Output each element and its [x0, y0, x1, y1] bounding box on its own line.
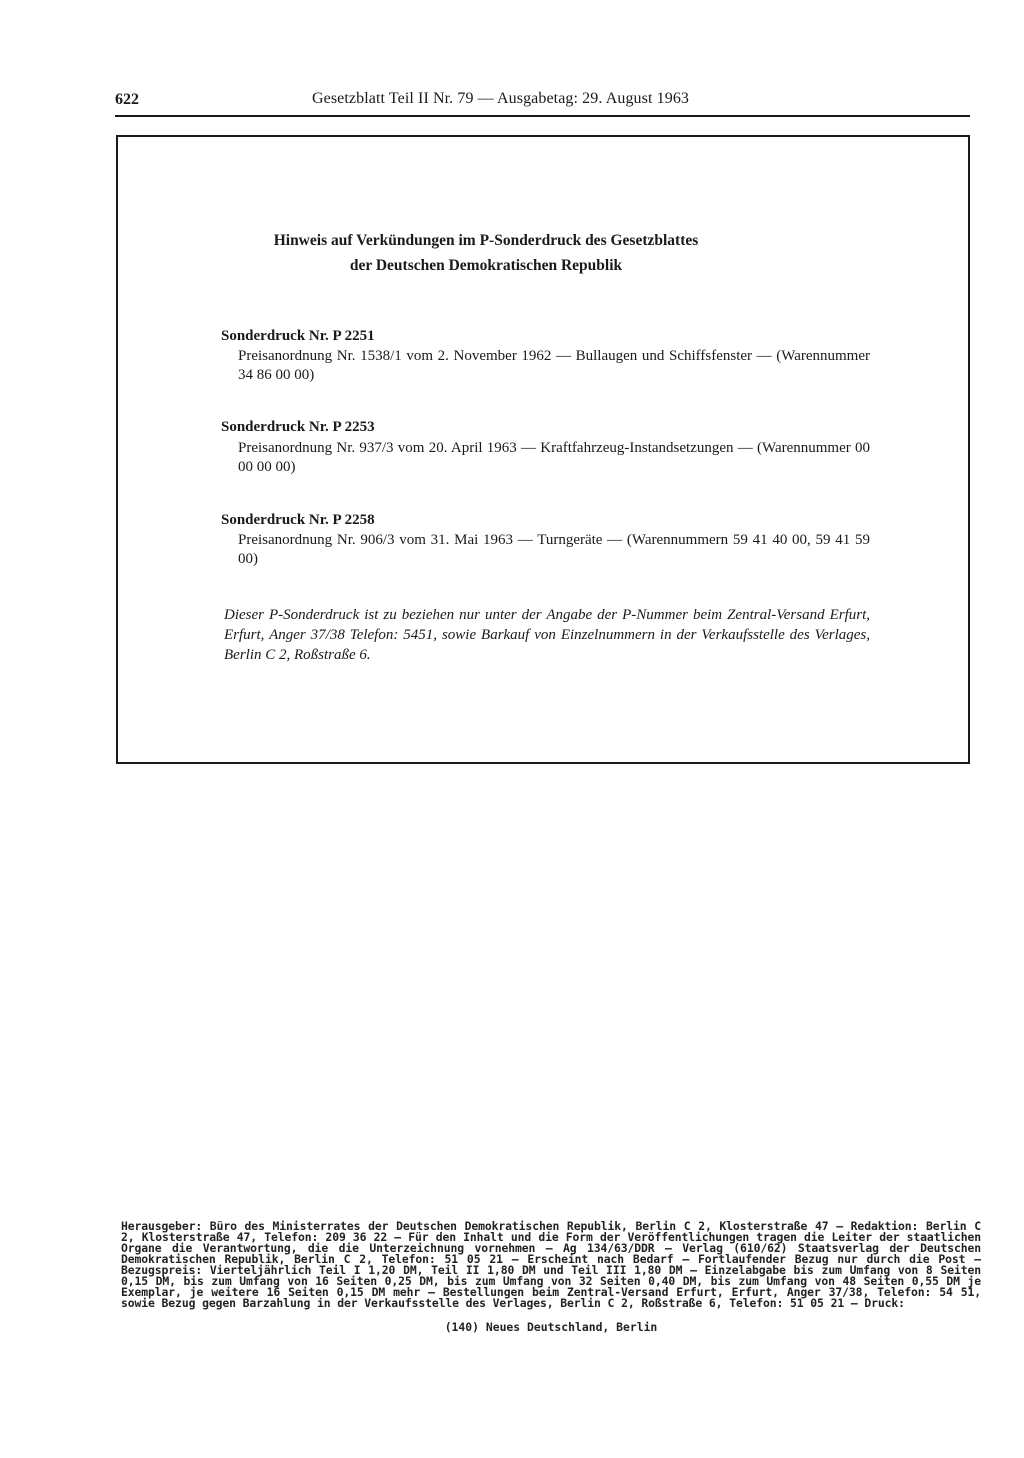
entry-heading: Sonderdruck Nr. P 2258	[221, 512, 375, 528]
entry-heading: Sonderdruck Nr. P 2251	[221, 328, 375, 344]
imprint-printer: (140) Neues Deutschland, Berlin	[444, 1320, 658, 1334]
page-number: 622	[115, 91, 139, 108]
notice-box	[116, 135, 970, 764]
header-rule	[115, 115, 970, 117]
running-head: Gesetzblatt Teil II Nr. 79 — Ausgabetag: 29. August 1963	[312, 90, 690, 107]
ordering-note: Dieser P-Sonderdruck ist zu beziehen nur unter der Angabe der P-Nummer beim Zentral-Versand Erfurt, Erfurt, Anger 37/38 Telefon: 5451, sowie Barkauf von Einzelnummern in der Verkaufsstelle des Verlages, Berlin C 2, Roßstraße 6.	[224, 607, 870, 663]
notice-title-line-1: Hinweis auf Verkündungen im P-Sonderdruck des Gesetzblattes	[273, 232, 699, 249]
imprint: Herausgeber: Büro des Ministerrates der Deutschen Demokratischen Republik, Berlin C 2, Klosterstraße 47 — Redaktion: Berlin C 2, Klosterstraße 47, Telefon: 209 36 22 — Für den Inhalt und die Form der Veröffentlichungen tragen die Leiter der staatlichen Organe die Verantwortung, die die Unterzeichnung vornehmen — Ag 134/63/DDR — Verlag (610/62) Staatsverlag der Deutschen Demokratischen Republik, Berlin C 2, Telefon: 51 05 21 — Erscheint nach Bedarf — Fortlaufender Bezug nur durch die Post — Bezugspreis: Vierteljährlich Teil I 1,20 DM, Teil II 1,80 DM und Teil III 1,80 DM — Einzelabgabe bis zum Umfang von 8 Seiten 0,15 DM, bis zum Umfang von 16 Seiten 0,25 DM, bis zum Umfang von 32 Seiten 0,40 DM, bis zum Umfang von 48 Seiten 0,55 DM je Exemplar, je weitere 16 Seiten 0,15 DM mehr — Bestellungen beim Zentral-Versand Erfurt, Erfurt, Anger 37/38, Telefon: 54 51, sowie Bezug gegen Barzahlung in der Verkaufsstelle des Verlages, Berlin C 2, Roßstraße 6, Telefon: 51 05 21 — Druck:	[121, 1219, 981, 1310]
entry-text: Preisanordnung Nr. 937/3 vom 20. April 1963 — Kraftfahrzeug-Instandsetzungen — (Warennummer 00 00 00 00)	[238, 440, 870, 475]
entry-text: Preisanordnung Nr. 906/3 vom 31. Mai 1963 — Turngeräte — (Warennummern 59 41 40 00, 59 41 59 00)	[238, 532, 870, 567]
entry-text: Preisanordnung Nr. 1538/1 vom 2. November 1962 — Bullaugen und Schiffsfenster — (Warennummer 34 86 00 00)	[238, 348, 870, 383]
notice-title-line-2: der Deutschen Demokratischen Republik	[349, 257, 623, 274]
entry-heading: Sonderdruck Nr. P 2253	[221, 419, 375, 435]
